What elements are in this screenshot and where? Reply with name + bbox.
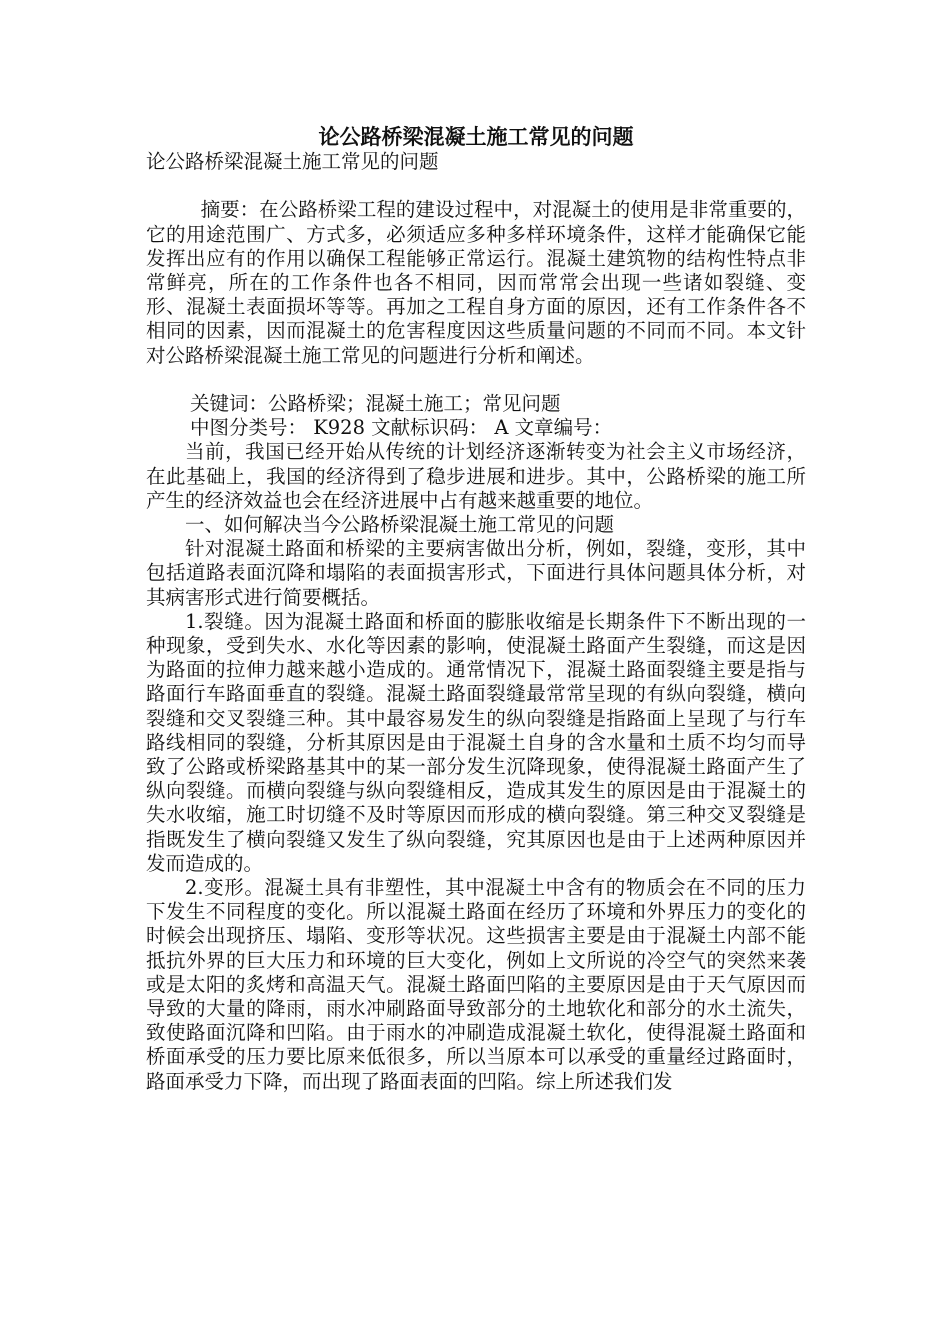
abstract-paragraph: 摘要：在公路桥梁工程的建设过程中，对混凝土的使用是非常重要的，它的用途范围广、方式多，必须适应多种多样环境条件，这样才能确保它能发挥出应有的作用以确保工程能够正常运行。混凝土建筑物的结构性特点非常鲜亮，所在的工作条件也各不相同，因而常常会出现一些诸如裂缝、变形、混凝土表面损坏等等。再加之工程自身方面的原因，还有工作条件各不相同的因素，因而混凝土的危害程度因这些质量问题的不同而不同。本文针对公路桥梁混凝土施工常见的问题进行分析和阐述。 xyxy=(146,198,806,367)
keywords-line: 关键词：公路桥梁；混凝土施工；常见问题 xyxy=(190,392,561,415)
body-paragraph: 针对混凝土路面和桥梁的主要病害做出分析，例如，裂缝，变形，其中包括道路表面沉降和塌陷的表面损害形式，下面进行具体问题具体分析，对其病害形式进行简要概括。 xyxy=(146,537,806,609)
document-body xyxy=(146,124,806,1094)
body-paragraph: 当前，我国已经开始从传统的计划经济逐渐转变为社会主义市场经济，在此基础上，我国的经济得到了稳步进展和进步。其中，公路桥梁的施工所产生的经济效益也会在经济进展中占有越来越重要的地位。 xyxy=(146,440,806,512)
section-heading: 一、如何解决当今公路桥梁混凝土施工常见的问题 xyxy=(185,513,615,537)
blank-line xyxy=(146,368,806,392)
document-title: 论公路桥梁混凝土施工常见的问题 xyxy=(318,124,634,149)
blank-line xyxy=(146,174,806,198)
document-subtitle: 论公路桥梁混凝土施工常见的问题 xyxy=(146,150,439,173)
body-paragraph: 2.变形。混凝土具有非塑性，其中混凝土中含有的物质会在不同的压力下发生不同程度的变化。所以混凝土路面在经历了环境和外界压力的变化的时候会出现挤压、塌陷、变形等状况。这些损害主要是由于混凝土内部不能抵抗外界的巨大压力和环境的巨大变化，例如上文所说的冷空气的突然来袭或是太阳的炙烤和高温天气。混凝土路面凹陷的主要原因是由于天气原因而导致的大量的降雨，雨水冲刷路面导致部分的土地软化和部分的水土流失，致使路面沉降和凹陷。由于雨水的冲刷造成混凝土软化，使得混凝土路面和桥面承受的压力要比原来低很多，所以当原本可以承受的重量经过路面时，路面承受力下降，而出现了路面表面的凹陷。综上所述我们发 xyxy=(146,876,806,1093)
classification-line: 中图分类号： K928 文献标识码： A 文章编号： xyxy=(190,416,613,440)
body-paragraph: 1.裂缝。因为混凝土路面和桥面的膨胀收缩是长期条件下不断出现的一种现象，受到失水、水化等因素的影响，使混凝土路面产生裂缝，而这是因为路面的拉伸力越来越小造成的。通常情况下，混凝土路面裂缝主要是指与路面行车路面垂直的裂缝。混凝土路面裂缝最常常呈现的有纵向裂缝，横向裂缝和交叉裂缝三种。其中最容易发生的纵向裂缝是指路面上呈现了与行车路线相同的裂缝，分析其原因是由于混凝土自身的含水量和土质不均匀而导致了公路或桥梁路基其中的某一部分发生沉降现象，使得混凝土路面产生了纵向裂缝。而横向裂缝与纵向裂缝相反，造成其发生的原因是由于混凝土的失水收缩，施工时切缝不及时等原因而形成的横向裂缝。第三种交叉裂缝是指既发生了横向裂缝又发生了纵向裂缝，究其原因也是由于上述两种原因并发而造成的。 xyxy=(146,609,806,875)
